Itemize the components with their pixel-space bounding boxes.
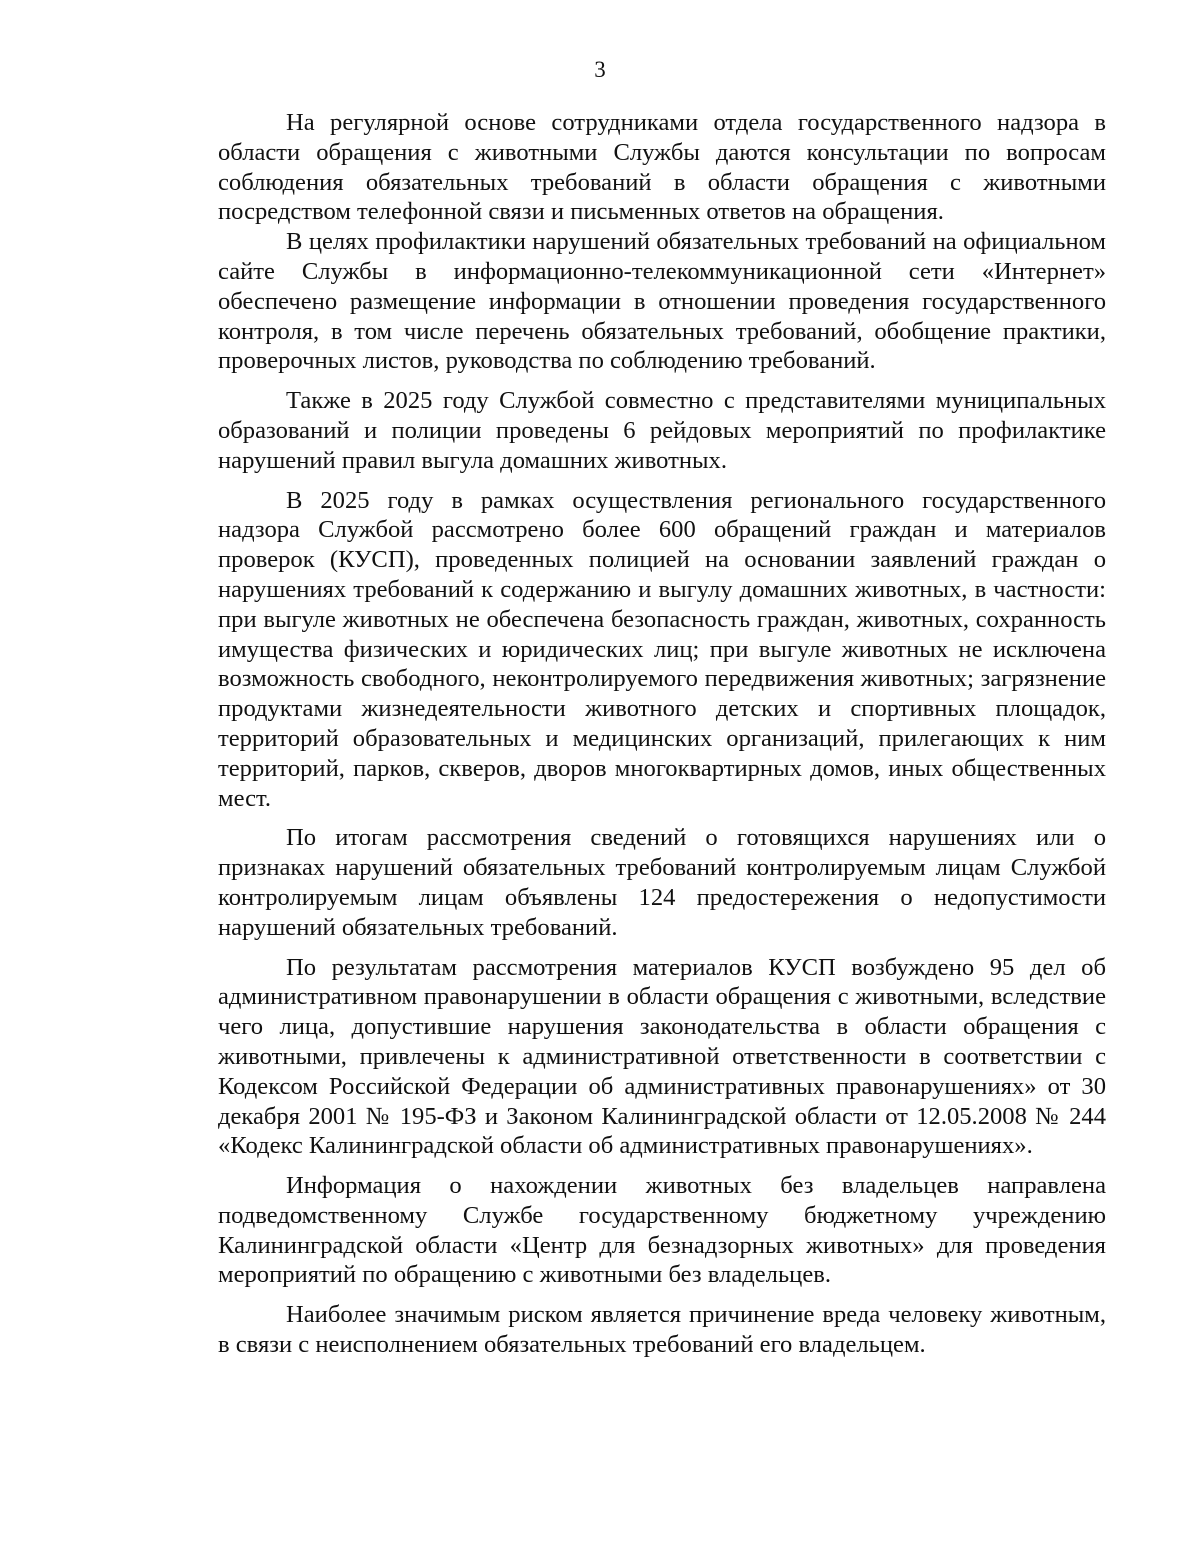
paragraph-website-prevention: В целях профилактики нарушений обязательных требований на официальном сайте Службы в информационно-телекоммуникационной сети «Интернет» обеспечено размещение информации в отношении проведения государственного контроля, в том числе перечень обязательных требований, обобщение практики, проверочных листов, руководства по соблюдению требований. xyxy=(218,228,1106,375)
paragraph-administrative-cases: По результатам рассмотрения материалов КУСП возбуждено 95 дел об административном правонарушении в области обращения с животными, вследствие чего лица, допустившие нарушения законодательства в области обращения с животными, привлечены к административной ответственности в соответствии с Кодексом Российской Федерации об административных правонарушениях» от 30 декабря 2001 № 195-ФЗ и Законом Калининградской области от 12.05.2008 № 244 «Кодекс Калининградской области об административных правонарушениях». xyxy=(218,953,1106,1160)
document-body xyxy=(218,108,1106,1360)
paragraph-citizen-appeals: В 2025 году в рамках осуществления регионального государственного надзора Службой рассмотрено более 600 обращений граждан и материалов проверок (КУСП), проведенных полицией на основании заявлений граждан о нарушениях требований к содержанию и выгулу домашних животных, в частности: при выгуле животных не обеспечена безопасность граждан, животных, сохранность имущества физических и юридических лиц; при выгуле животных не исключена возможность свободного, неконтролируемого передвижения животных; загрязнение продуктами жизнедеятельности животного детских и спортивных площадок, территорий образовательных и медицинских организаций, прилегающих к ним территорий, парков, скверов, дворов многоквартирных домов, иных общественных мест. xyxy=(218,486,1106,812)
paragraph-main-risk: Наиболее значимым риском является причинение вреда человеку животным, в связи с неисполнением обязательных требований его владельцем. xyxy=(218,1301,1106,1359)
paragraph-raids: Также в 2025 году Службой совместно с представителями муниципальных образований и полиции проведены 6 рейдовых мероприятий по профилактике нарушений правил выгула домашних животных. xyxy=(218,387,1106,474)
paragraph-stray-animals: Информация о нахождении животных без владельцев направлена подведомственному Службе государственному бюджетному учреждению Калининградской области «Центр для безнадзорных животных» для проведения мероприятий по обращению с животными без владельцев. xyxy=(218,1172,1106,1289)
paragraph-consultations: На регулярной основе сотрудниками отдела государственного надзора в области обращения с животными Службы даются консультации по вопросам соблюдения обязательных требований в области обращения с животными посредством телефонной связи и письменных ответов на обращения. xyxy=(218,109,1106,226)
paragraph-warnings: По итогам рассмотрения сведений о готовящихся нарушениях или о признаках нарушений обязательных требований контролируемым лицам Службой контролируемым лицам объявлены 124 предостережения о недопустимости нарушений обязательных требований. xyxy=(218,824,1106,941)
page-number: 3 xyxy=(594,57,606,82)
